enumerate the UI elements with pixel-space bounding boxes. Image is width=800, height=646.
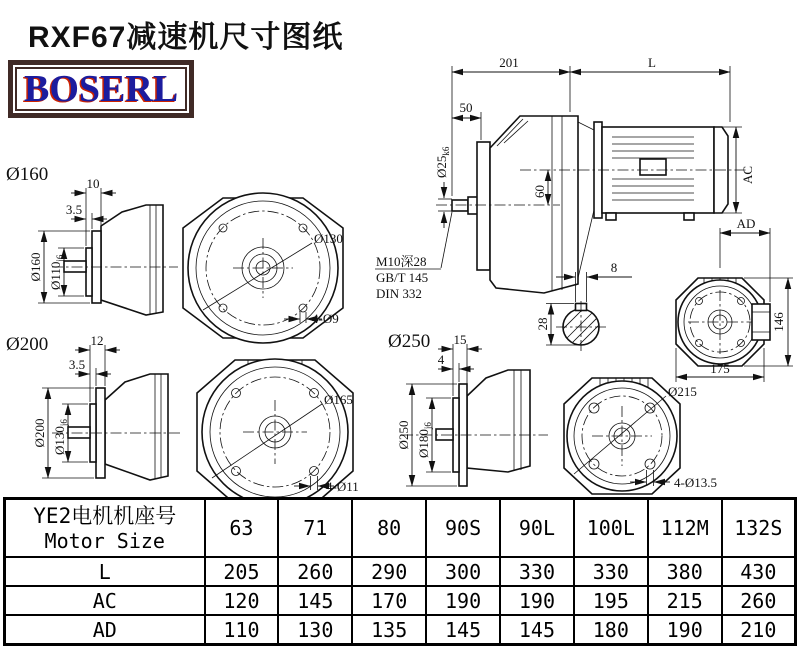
dim-15: 15 xyxy=(453,332,467,347)
dim-10: 10 xyxy=(86,176,100,191)
size-cell: 100L xyxy=(574,499,648,558)
value-cell: 210 xyxy=(722,615,796,645)
value-cell: 190 xyxy=(648,615,722,645)
size-cell: 90L xyxy=(500,499,574,558)
dim-outer-250: Ø250 xyxy=(396,420,411,450)
dim-spigot-110: $Ø110_{j6}$ xyxy=(48,254,65,290)
table-header-cell xyxy=(5,499,205,558)
value-cell: 380 xyxy=(648,557,722,586)
value-cell: 135 xyxy=(352,615,426,645)
value-cell: 120 xyxy=(205,586,279,615)
table-row-AC xyxy=(5,586,796,615)
header-motor-frame-cn: YE2电机机座号 xyxy=(33,503,177,528)
side-view-flange-200 xyxy=(6,333,182,480)
size-cell: 80 xyxy=(352,499,426,558)
value-cell: 190 xyxy=(500,586,574,615)
value-cell: 145 xyxy=(500,615,574,645)
value-cell: 110 xyxy=(205,615,279,645)
dim-bolt-circle-130: Ø130 xyxy=(314,231,343,246)
value-cell: 430 xyxy=(722,557,796,586)
front-view-flange-215 xyxy=(564,378,717,494)
side-view-gearmotor xyxy=(375,55,755,301)
value-cell: 290 xyxy=(352,557,426,586)
side-view-flange-160 xyxy=(6,164,178,315)
dim-4: 4 xyxy=(437,352,445,367)
size-cell: 112M xyxy=(648,499,722,558)
value-cell: 170 xyxy=(352,586,426,615)
value-cell: 145 xyxy=(278,586,352,615)
front-view-flange-130 xyxy=(183,193,343,343)
dim-holes-4x9: 4-Ø9 xyxy=(312,311,339,326)
dim-spigot-130: $Ø130_{j6}$ xyxy=(52,419,69,455)
value-cell: 260 xyxy=(278,557,352,586)
dim-shaft-diameter: $Ø25_{k6}$ xyxy=(434,146,451,178)
front-view-flange-165 xyxy=(197,359,359,497)
row-label: AD xyxy=(5,615,205,645)
value-cell: 130 xyxy=(278,615,352,645)
dim-bolt-circle-215: Ø215 xyxy=(668,384,697,399)
side-view-flange-250 xyxy=(388,331,548,486)
dim-holes-4x11: 4-Ø11 xyxy=(326,479,359,494)
brand-logo-text: BOSERL xyxy=(24,68,179,110)
table-row-L xyxy=(5,557,796,586)
value-cell: 205 xyxy=(205,557,279,586)
size-cell: 63 xyxy=(205,499,279,558)
motor-size-table xyxy=(3,497,797,646)
front-view-motor-end xyxy=(676,216,793,382)
value-cell: 300 xyxy=(426,557,500,586)
dim-AC: AC xyxy=(740,165,755,184)
dim-3-5: 3.5 xyxy=(68,357,86,372)
row-label: L xyxy=(5,557,205,586)
dim-key-width-8: 8 xyxy=(610,260,618,275)
dim-201: 201 xyxy=(499,55,519,70)
dim-146: 146 xyxy=(771,312,786,332)
value-cell: 330 xyxy=(500,557,574,586)
label-flange-160: Ø160 xyxy=(6,164,49,185)
note-gb-standard: GB/T 145 xyxy=(376,270,429,285)
dim-holes-4x13-5: 4-Ø13.5 xyxy=(674,475,717,490)
brand-logo xyxy=(8,60,194,118)
header-motor-size-en: Motor Size xyxy=(44,528,165,553)
dim-AD: AD xyxy=(736,216,756,231)
note-din-standard: DIN 332 xyxy=(376,286,422,301)
value-cell: 195 xyxy=(574,586,648,615)
value-cell: 145 xyxy=(426,615,500,645)
size-cell: 132S xyxy=(722,499,796,558)
note-tapped-hole: M10深28 xyxy=(376,254,427,269)
table-header-row xyxy=(5,499,796,558)
dim-3-5: 3.5 xyxy=(65,202,83,217)
page-title: RXF67减速机尺寸图纸 xyxy=(28,21,344,54)
dim-bolt-circle-165: Ø165 xyxy=(324,392,353,407)
dim-12: 12 xyxy=(90,333,104,348)
dim-50: 50 xyxy=(459,100,473,115)
row-label: AC xyxy=(5,586,205,615)
value-cell: 180 xyxy=(574,615,648,645)
value-cell: 215 xyxy=(648,586,722,615)
table-row-AD xyxy=(5,615,796,645)
size-cell: 71 xyxy=(278,499,352,558)
label-flange-200: Ø200 xyxy=(6,334,49,355)
value-cell: 260 xyxy=(722,586,796,615)
value-cell: 330 xyxy=(574,557,648,586)
dim-outer-200: Ø200 xyxy=(32,418,47,448)
dim-60: 60 xyxy=(532,185,547,198)
dim-spigot-180: $Ø180_{j6}$ xyxy=(416,422,433,458)
label-flange-250: Ø250 xyxy=(388,331,431,352)
dim-outer-160: Ø160 xyxy=(28,252,43,282)
dim-L: L xyxy=(648,55,656,70)
dim-height-28: 28 xyxy=(535,317,550,331)
value-cell: 190 xyxy=(426,586,500,615)
size-cell: 90S xyxy=(426,499,500,558)
dim-175: 175 xyxy=(710,361,730,376)
